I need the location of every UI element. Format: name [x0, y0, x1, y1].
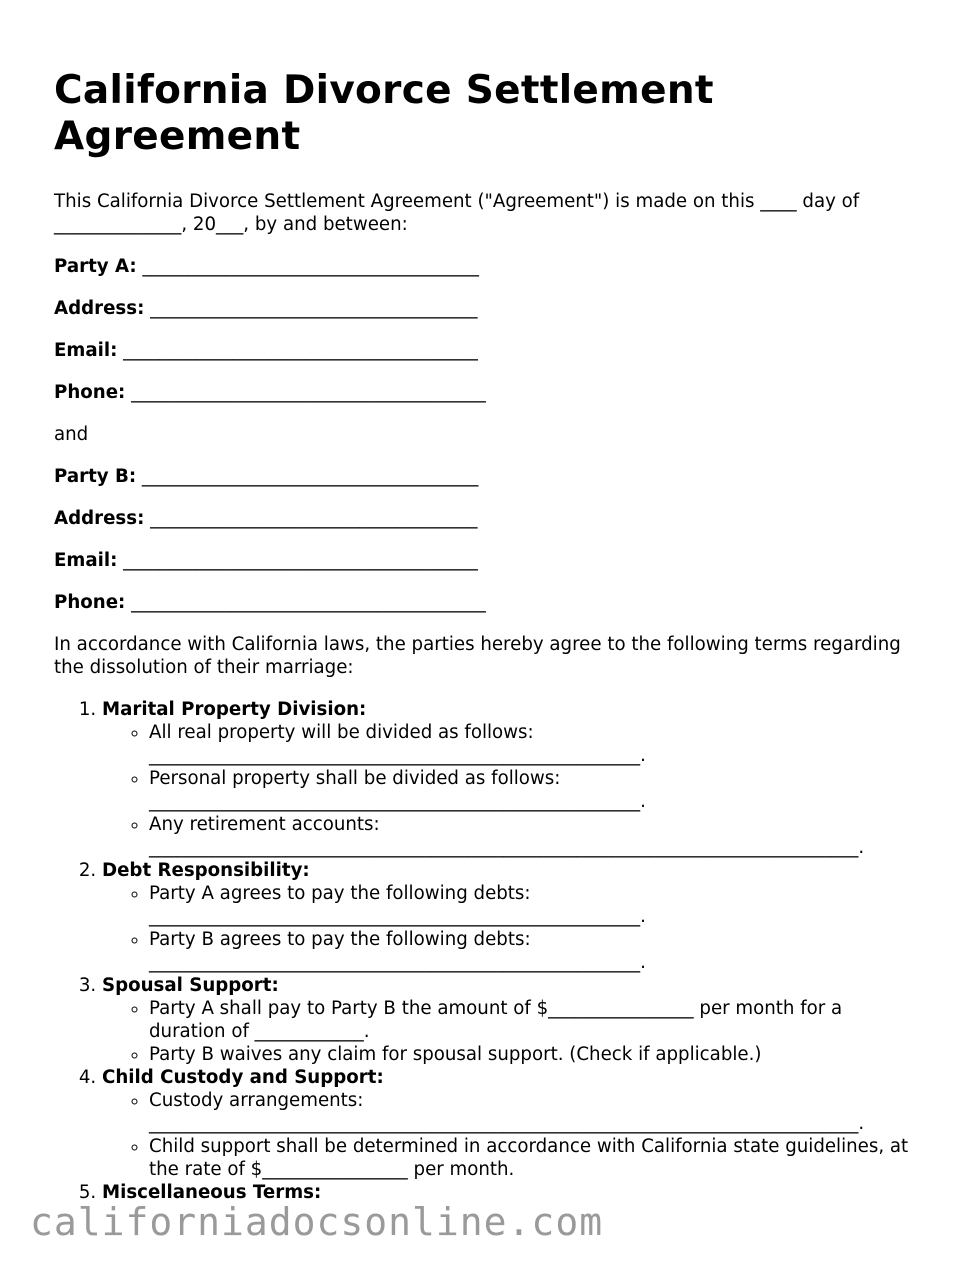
sub-item: ◦ Custody arrangements: ______________________________________________________________________________.	[149, 1089, 924, 1135]
term-heading: Marital Property Division:	[102, 699, 367, 720]
sub-item: ◦ Any retirement accounts: ______________________________________________________________________________.	[149, 813, 924, 859]
document-title: California Divorce Settlement Agreement	[54, 68, 714, 159]
intro-paragraph: This California Divorce Settlement Agreement ("Agreement") is made on this ____ day of ______________, 20___, by and between:	[54, 191, 860, 235]
term-sublist	[102, 997, 924, 1066]
term-item-spousal-support	[102, 974, 924, 1066]
term-heading: Debt Responsibility:	[102, 860, 310, 881]
sub-item: ◦ Personal property shall be divided as follows: ______________________________________________________.	[149, 767, 924, 813]
field-blank: _____________________________________	[136, 256, 479, 277]
party-a-address-field	[54, 297, 924, 320]
field-label: Phone:	[54, 592, 126, 613]
term-heading: Child Custody and Support:	[102, 1067, 384, 1088]
term-item-debt	[102, 859, 924, 974]
field-label: Phone:	[54, 382, 126, 403]
term-item-child-custody	[102, 1066, 924, 1181]
party-a-name-field	[54, 255, 924, 278]
party-a-phone-field	[54, 381, 924, 404]
site-watermark: californiadocsonline.com	[30, 1200, 604, 1244]
sub-item: ◦ Party A agrees to pay the following debts: ______________________________________________________.	[149, 882, 924, 928]
field-blank: _______________________________________	[125, 382, 486, 403]
document-page	[54, 68, 924, 1204]
term-sublist	[102, 882, 924, 974]
field-blank: ____________________________________	[144, 508, 478, 529]
field-blank: _______________________________________	[117, 340, 478, 361]
sub-item: ◦ All real property will be divided as follows: ______________________________________________________.	[149, 721, 924, 767]
sub-item: ◦ Party B waives any claim for spousal support. (Check if applicable.)	[149, 1043, 924, 1066]
field-label: Party A:	[54, 256, 137, 277]
term-sublist	[102, 721, 924, 859]
term-sublist	[102, 1089, 924, 1181]
party-b-email-field	[54, 549, 924, 572]
term-heading: Spousal Support:	[102, 975, 279, 996]
party-b-name-field	[54, 465, 924, 488]
party-b-address-field	[54, 507, 924, 530]
sub-item: ◦ Child support shall be determined in accordance with California state guidelines, at the rate of $________________ per month.	[149, 1135, 924, 1181]
field-blank: _____________________________________	[136, 466, 479, 487]
field-blank: _______________________________________	[125, 592, 486, 613]
party-b-phone-field	[54, 591, 924, 614]
party-a-section	[54, 255, 924, 404]
party-b-section	[54, 465, 924, 614]
term-heading: Miscellaneous Terms:	[102, 1182, 322, 1203]
sub-item: ◦ Party B agrees to pay the following debts: ______________________________________________________.	[149, 928, 924, 974]
field-label: Party B:	[54, 466, 137, 487]
field-blank: _______________________________________	[117, 550, 478, 571]
and-text: and	[54, 424, 89, 445]
field-label: Address:	[54, 298, 145, 319]
field-label: Email:	[54, 550, 118, 571]
terms-intro-paragraph: In accordance with California laws, the parties hereby agree to the following terms regarding the dissolution of their marriage:	[54, 634, 901, 678]
sub-item: ◦ Party A shall pay to Party B the amount of $________________ per month for a duration of ____________.	[149, 997, 924, 1043]
terms-list	[54, 698, 924, 1204]
field-blank: ____________________________________	[144, 298, 478, 319]
party-a-email-field	[54, 339, 924, 362]
field-label: Email:	[54, 340, 118, 361]
field-label: Address:	[54, 508, 145, 529]
term-item-property	[102, 698, 924, 859]
